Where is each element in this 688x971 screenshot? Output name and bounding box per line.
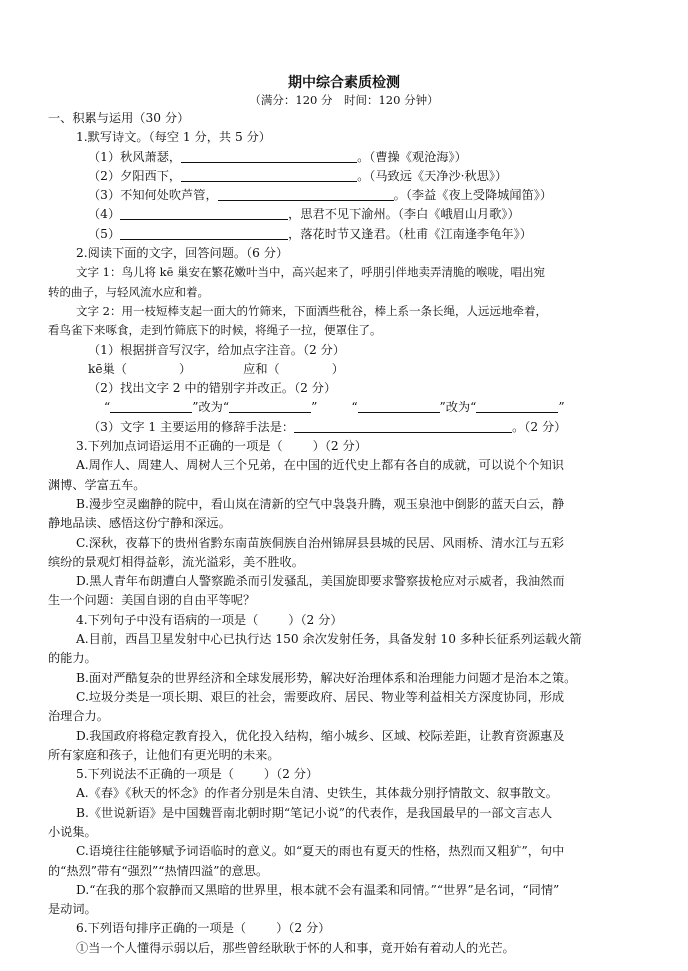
q4-option-a-cont: 的能力。: [48, 651, 97, 666]
q4-option-c-cont: 治理合力。: [48, 709, 109, 724]
question-4-stem: 4.下列句子中没有语病的一项是（ ）（2 分）: [76, 612, 343, 627]
q1-item-5: （5） ，落花时节又逢君。（杜甫《江南逢李龟年》）: [88, 226, 532, 241]
q5-option-b: B.《世说新语》是中国魏晋南北朝时期“笔记小说”的代表作，是我国最早的一部文言志人: [76, 805, 553, 820]
passage-2-line-1: 文字 2：用一枝短棒支起一面大的竹筛来，下面洒些秕谷，棒上系一条长绳，人远远地牵着，: [76, 303, 547, 318]
q1-item-3: （3）不知何处吹芦管， 。（李益《夜上受降城闻笛》）: [88, 188, 553, 203]
answer-blank[interactable]: [181, 149, 357, 163]
q3-option-b: B.漫步空灵幽静的院中，看山岚在清新的空气中袅袅升腾，观玉泉池中倒影的蓝天白云，静: [76, 496, 565, 511]
q5-option-b-cont: 小说集。: [48, 824, 97, 839]
answer-blank[interactable]: [229, 399, 311, 413]
passage-1-line-2: 转的曲子，与轻风流水应和着。: [48, 284, 209, 299]
q4-option-c: C.垃圾分类是一项长期、艰巨的社会，需要政府、居民、物业等利益相关方深度协同，形成: [76, 689, 565, 704]
q2-sub-2-answers: “ ”改为“ ” “ ”改为“ ”: [104, 400, 565, 415]
answer-blank[interactable]: [120, 206, 288, 220]
q3-option-a: A.周作人、周建人、周树人三个兄弟，在中国的近代史上都有各自的成就，可以说个个知识: [76, 458, 564, 473]
answer-blank[interactable]: [120, 226, 288, 240]
q3-option-b-cont: 静地品读、感悟这份宁静和深远。: [48, 516, 231, 531]
passage-2-line-2: 看鸟雀下来啄食，走到竹筛底下的时候，将绳子一拉，便罩住了。: [48, 323, 382, 338]
q5-option-a: A.《春》《秋天的怀念》的作者分别是朱自清、史铁生，其体裁分别抒情散文、叙事散文。: [76, 786, 558, 801]
q5-option-d: D.“在我的那个寂静而又黑暗的世界里，根本就不会有温柔和同情。”“世界”是名词，“同情”: [76, 882, 560, 897]
q3-option-a-cont: 渊博、学富五车。: [48, 477, 146, 492]
q2-sub-1: （1）根据拼音写汉字，给加点字注音。（2 分）: [88, 342, 346, 357]
page-title: 期中综合素质检测: [288, 75, 400, 91]
answer-blank[interactable]: [294, 419, 512, 433]
q2-sub-3: （3）文字 1 主要运用的修辞手法是： 。（2 分）: [88, 419, 567, 434]
q3-option-c-cont: 缤纷的景观灯相得益彰，流光溢彩，美不胜收。: [48, 554, 304, 569]
q1-item-4: （4） ，思君不见下渝州。（李白《峨眉山月歌》）: [88, 207, 520, 222]
answer-blank[interactable]: [476, 399, 558, 413]
q5-option-d-cont: 是动词。: [48, 902, 97, 917]
q4-option-d: D.我国政府将稳定教育投入，优化投入结构，缩小城乡、区域、校际差距，让教育资源惠及: [76, 728, 565, 743]
question-1-stem: 1.默写诗文。（每空 1 分，共 5 分）: [76, 130, 271, 145]
q1-item-2: （2）夕阳西下， 。（马致远《天净沙·秋思》）: [88, 168, 508, 183]
section-heading: 一、积累与运用（30 分）: [48, 111, 190, 125]
q4-option-b: B.面对严酷复杂的世界经济和全球发展形势，解决好治理体系和治理能力问题才是治本之策。: [76, 670, 577, 685]
q2-sub-2: （2）找出文字 2 中的错别字并改正。（2 分）: [88, 381, 337, 396]
question-3-stem: 3.下列加点词语运用不正确的一项是（ ）（2 分）: [76, 439, 367, 454]
q3-option-c: C.深秋，夜幕下的贵州省黔东南苗族侗族自治州锦屏县县城的民居、风雨桥、清水江与五彩: [76, 535, 565, 550]
q4-option-d-cont: 所有家庭和孩子，让他们有更光明的未来。: [48, 747, 280, 762]
answer-blank[interactable]: [181, 168, 357, 182]
question-2-stem: 2.阅读下面的文字，回答问题。（6 分）: [76, 246, 289, 261]
q1-item-1: （1）秋风萧瑟， 。（曹操《观沧海》）: [88, 149, 467, 164]
exam-content: [48, 109, 648, 958]
q6-sentence-1: ①当一个人懂得示弱以后，那些曾经耿耿于怀的人和事，竟开始有着动人的光芒。: [76, 940, 515, 955]
q4-option-a: A.目前，西昌卫星发射中心已执行达 150 余次发射任务，具备发射 10 多种长征系列运载火箭: [76, 632, 582, 647]
answer-blank[interactable]: [218, 187, 394, 201]
passage-1-line-1: 文字 1：鸟儿将 kē 巢安在繁花嫩叶当中，高兴起来了，呼朋引伴地卖弄清脆的喉咙，唱出宛: [76, 265, 546, 280]
answer-blank[interactable]: [358, 399, 440, 413]
question-5-stem: 5.下列说法不正确的一项是（ ）（2 分）: [76, 767, 319, 782]
q3-option-d-cont: 生一个问题：美国自诩的自由平等呢？: [48, 593, 256, 608]
q2-sub-1-answers: kē巢（ ） 应和（ ）: [88, 361, 344, 376]
answer-blank[interactable]: [110, 399, 192, 413]
q5-option-c-cont: 的“热烈”带有“强烈”“热情四溢”的意思。: [48, 863, 269, 878]
q3-option-d: D.黑人青年布朗遭白人警察跪杀而引发骚乱，美国旋即要求警察拔枪应对示威者，我油然而: [76, 574, 565, 589]
page-subtitle: （满分：120 分 时间：120 分钟）: [249, 93, 439, 107]
question-6-stem: 6.下列语句排序正确的一项是（ ）（2 分）: [76, 921, 331, 936]
q5-option-c: C.语境往往能够赋予词语临时的意义。如“夏天的雨也有夏天的性格，热烈而又粗犷”，句中: [76, 844, 565, 859]
